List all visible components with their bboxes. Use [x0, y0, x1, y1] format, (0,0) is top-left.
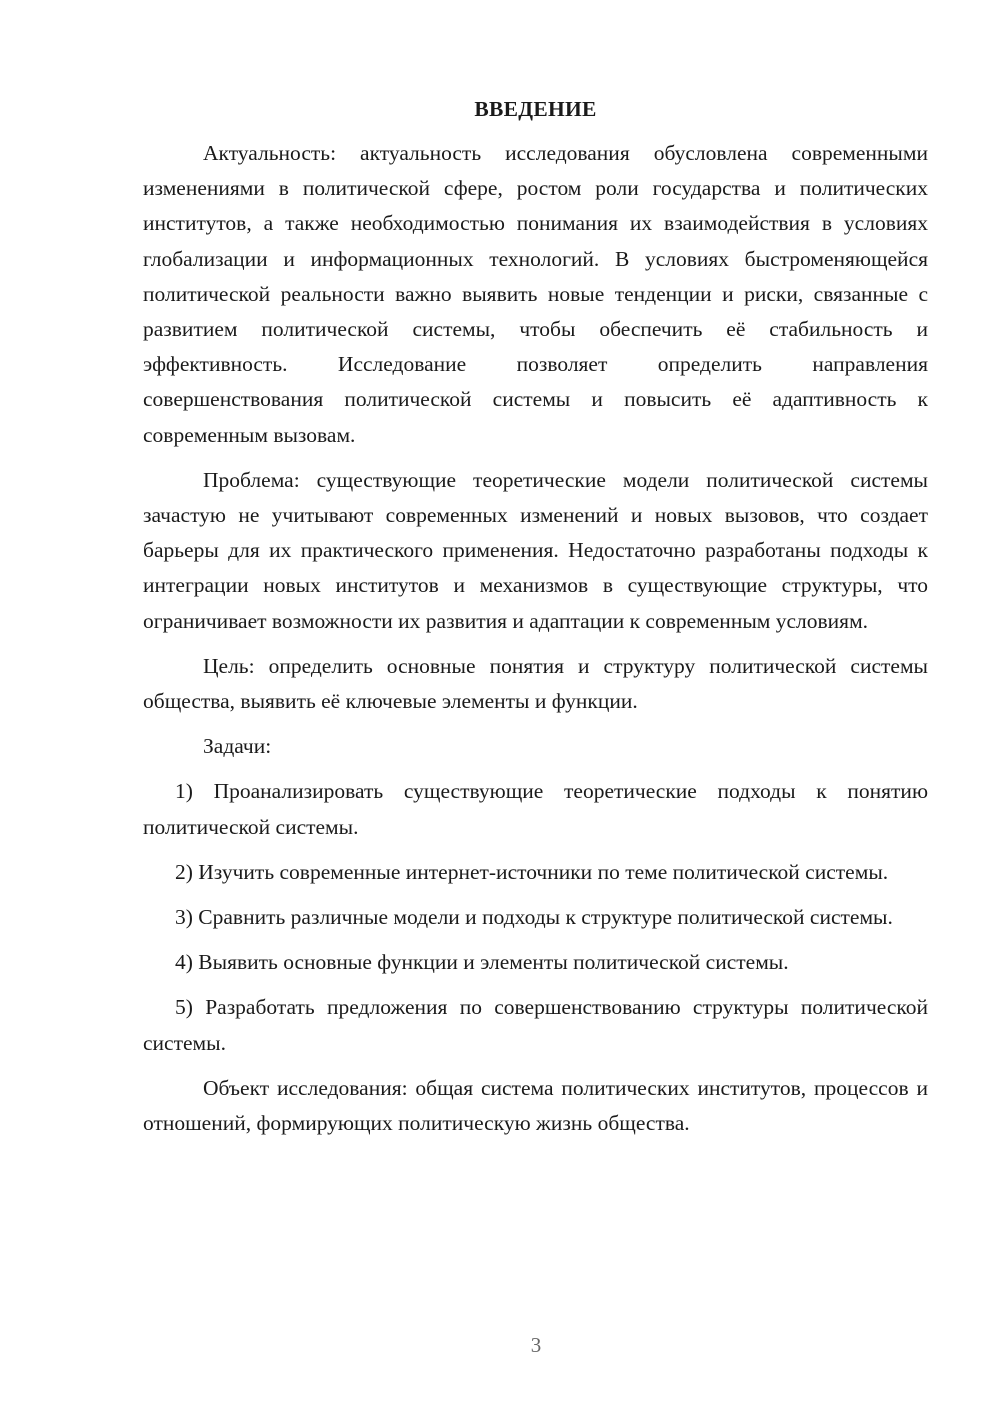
paragraph-research-object: Объект исследования: общая система политических институтов, процессов и отношений, формирующих политическую жизнь общества. [143, 1075, 928, 1136]
section-title: ВВЕДЕНИЕ [474, 97, 597, 121]
task-item-5: 5) Разработать предложения по совершенствованию структуры политической системы. [143, 995, 928, 1055]
page-number: 3 [530, 1333, 542, 1357]
task-item-2: 2) Изучить современные интернет-источники по теме политической системы. [175, 859, 889, 884]
paragraph-relevance: Актуальность: актуальность исследования обусловлена современными изменениями в политической сфере, ростом роли государства и политических институтов, а также необходимостью понимания их взаимодействия в условиях глобализации и информационных технологий. В условиях быстроменяющейся политической реальности важно выявить новые тенденции и риски, связанные с развитием политической системы, чтобы обеспечить её стабильность и эффективность. Исследование позволяет определить направления совершенствования политической системы и повысить её адаптивность к современным вызовам. [143, 141, 928, 447]
page-content [143, 92, 928, 1141]
task-item-1: 1) Проанализировать существующие теоретические подходы к понятию политической системы. [143, 779, 928, 839]
paragraph-goal: Цель: определить основные понятия и структуру политической системы общества, выявить её ключевые элементы и функции. [143, 653, 928, 714]
task-item-3: 3) Сравнить различные модели и подходы к структуре политической системы. [175, 905, 893, 930]
task-item-4: 4) Выявить основные функции и элементы политической системы. [175, 950, 789, 975]
paragraph-problem: Проблема: существующие теоретические модели политической системы зачастую не учитывают современных изменений и новых вызовов, что создает барьеры для их практического применения. Недостаточно разработаны подходы к интеграции новых институтов и механизмов в существующие структуры, что ограничивает возможности их развития и адаптации к современным условиям. [143, 467, 928, 633]
paragraph-tasks-heading: Задачи: [203, 734, 272, 759]
